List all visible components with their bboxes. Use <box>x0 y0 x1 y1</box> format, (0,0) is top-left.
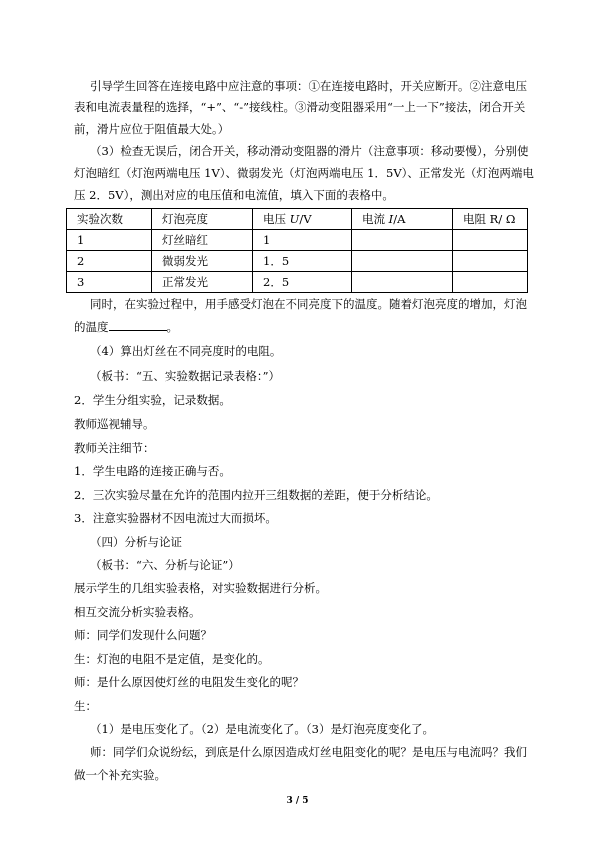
table-cell <box>453 251 528 272</box>
paragraph-line: （4）算出灯丝在不同亮度时的电阻。 <box>90 344 282 358</box>
dialogue-line: 做一个补充实验。 <box>74 768 166 782</box>
paragraph-line: （板书：“六、分析与论证”） <box>90 558 240 572</box>
header-cell: 电阻 R/ Ω <box>453 209 528 230</box>
table-cell <box>352 230 453 251</box>
header-current-var: I <box>388 212 394 226</box>
dialogue-line: 生：灯泡的电阻不是定值，是变化的。 <box>74 652 270 666</box>
paragraph-line: （3）检查无误后，闭合开关，移动滑动变阻器的滑片（注意事项：移动要慢），分别使 <box>90 144 529 158</box>
paragraph-line <box>74 318 178 335</box>
paragraph-line: 展示学生的几组实验表格，对实验数据进行分析。 <box>74 581 327 595</box>
table-row <box>67 272 528 293</box>
table-cell: 1 <box>67 230 152 251</box>
dialogue-line: 师：是什么原因使灯丝的电阻发生变化的呢？ <box>74 675 304 689</box>
table-cell <box>352 251 453 272</box>
paragraph-line: 引导学生回答在连接电路中应注意的事项：①在连接电路时，开关应断开。②注意电压 <box>90 79 527 93</box>
table-cell: 2 <box>67 251 152 272</box>
table-cell: 正常发光 <box>152 272 253 293</box>
paragraph-line: 相互交流分析实验表格。 <box>74 605 201 619</box>
paragraph-line: 2．学生分组实验，记录数据。 <box>74 393 231 407</box>
table-cell <box>453 272 528 293</box>
header-current-unit: /A <box>393 212 406 226</box>
header-voltage-var: U <box>289 212 300 226</box>
paragraph-line: 表和电流表量程的选择，“+”、“-”接线柱。③滑动变阻器采用“一上一下”接法，闭合开关 <box>74 100 526 114</box>
paragraph-line: 2．三次实验尽量在允许的范围内拉开三组数据的差距，便于分析结论。 <box>74 488 438 502</box>
dialogue-line: 师：同学们发现什么问题？ <box>74 628 212 642</box>
fill-suffix: 。 <box>166 320 178 334</box>
data-table <box>66 208 528 293</box>
header-voltage-unit: /V <box>299 212 312 226</box>
section-heading: （四）分析与论证 <box>90 535 182 549</box>
table-cell: 灯丝暗红 <box>152 230 253 251</box>
paragraph-line: 灯泡暗红（灯泡两端电压 1V）、微弱发光（灯泡两端电压 1．5V）、正常发光（灯泡两端电 <box>74 166 534 180</box>
dialogue-line: 师：同学们众说纷纭，到底是什么原因造成灯丝电阻变化的呢？是电压与电流吗？我们 <box>90 745 527 759</box>
dialogue-line: （1）是电压变化了。（2）是电流变化了。（3）是灯泡亮度变化了。 <box>90 722 434 736</box>
table-row <box>67 230 528 251</box>
table-cell <box>453 230 528 251</box>
paragraph-line: 教师巡视辅导。 <box>74 417 155 431</box>
paragraph-line: 压 2．5V），测出对应的电压值和电流值，填入下面的表格中。 <box>74 188 394 202</box>
table-cell <box>352 272 453 293</box>
table-cell: 微弱发光 <box>152 251 253 272</box>
paragraph-line: 1．学生电路的连接正确与否。 <box>74 464 231 478</box>
header-voltage-prefix: 电压 <box>263 212 290 226</box>
table-row <box>67 251 528 272</box>
header-cell: 灯泡亮度 <box>152 209 253 230</box>
header-cell <box>352 209 453 230</box>
fill-prefix: 的温度 <box>74 320 109 334</box>
table-header-row <box>67 209 528 230</box>
table-cell: 1．5 <box>253 251 352 272</box>
page-number: 3 / 5 <box>286 796 309 806</box>
table-cell: 3 <box>67 272 152 293</box>
paragraph-line: 同时，在实验过程中，用手感受灯泡在不同亮度下的温度。随着灯泡亮度的增加，灯泡 <box>90 297 527 311</box>
paragraph-line: 教师关注细节： <box>74 441 155 455</box>
table-cell: 2．5 <box>253 272 352 293</box>
header-cell: 实验次数 <box>67 209 152 230</box>
answer-blank <box>109 318 167 331</box>
header-current-prefix: 电流 <box>362 212 389 226</box>
paragraph-line: 3．注意实验器材不因电流过大而损坏。 <box>74 511 277 525</box>
header-cell <box>253 209 352 230</box>
dialogue-line: 生： <box>74 699 97 713</box>
paragraph-line: （板书：“五、实验数据记录表格：”） <box>90 369 281 383</box>
paragraph-line: 前，滑片应位于阻值最大处。） <box>74 122 230 136</box>
table-cell: 1 <box>253 230 352 251</box>
